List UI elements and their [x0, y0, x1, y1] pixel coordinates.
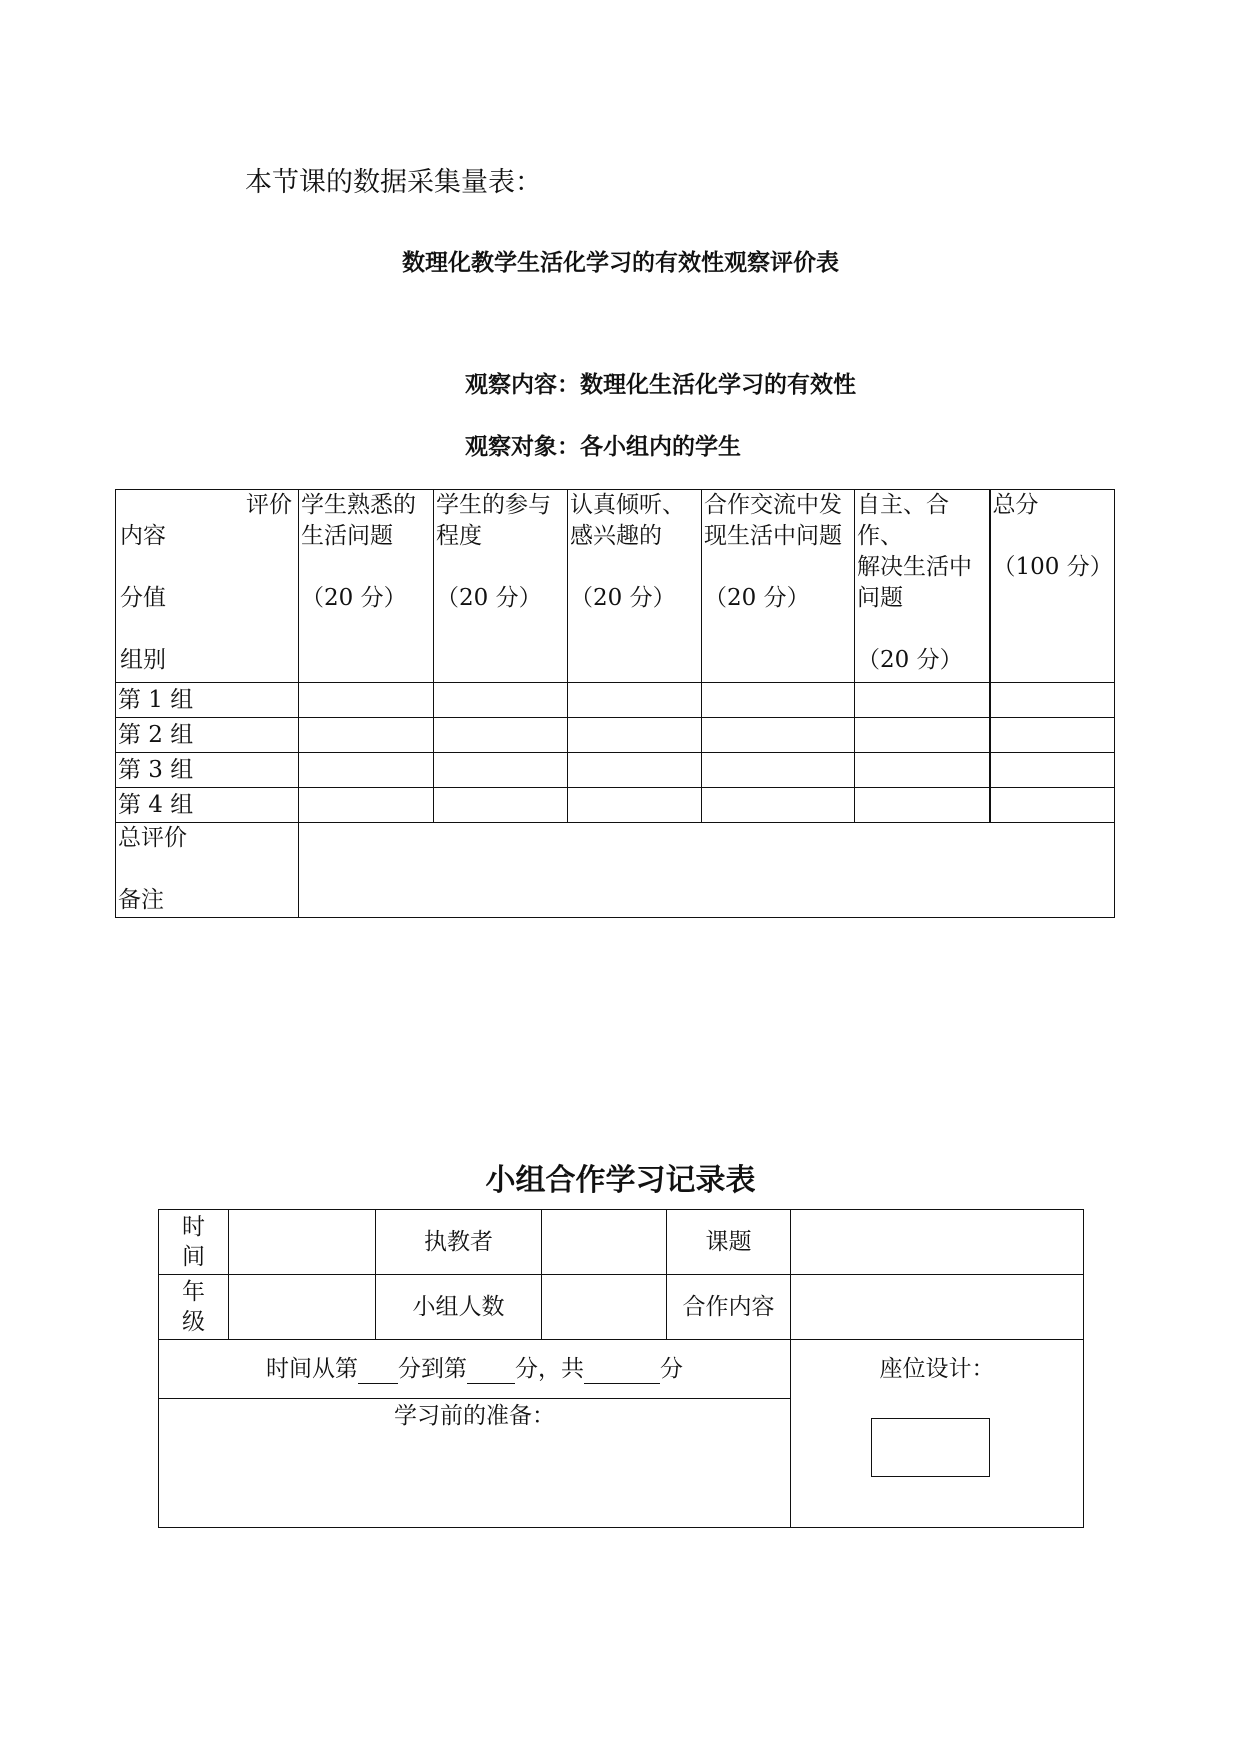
group-record-table	[158, 1209, 1084, 1528]
record-row	[159, 1340, 1084, 1399]
column-header-line: 生活问题	[301, 523, 393, 549]
topic-label: 课题	[667, 1210, 791, 1275]
column-score: （20 分）	[857, 647, 963, 673]
column-header	[855, 490, 990, 683]
group-row	[116, 788, 1115, 823]
column-header-line: 程度	[436, 523, 482, 549]
coop-content-value-cell[interactable]	[791, 1275, 1084, 1340]
time-range-text: 分，共	[515, 1356, 584, 1382]
score-cell[interactable]	[299, 718, 434, 753]
score-cell[interactable]	[434, 718, 568, 753]
record-table-title: 小组合作学习记录表	[485, 1163, 756, 1198]
seat-design-label: 座位设计：	[879, 1356, 995, 1382]
total-cell[interactable]	[990, 718, 1115, 753]
column-header	[299, 490, 434, 683]
time-range-text: 时间从第	[266, 1356, 358, 1382]
teacher-value-cell[interactable]	[542, 1210, 667, 1275]
score-cell[interactable]	[702, 718, 855, 753]
grade-label: 级	[182, 1309, 205, 1335]
seat-design-cell	[791, 1340, 1084, 1528]
corner-evaluate: 评价	[246, 492, 292, 518]
score-cell[interactable]	[702, 788, 855, 823]
score-cell[interactable]	[855, 718, 990, 753]
corner-header-cell	[116, 490, 299, 683]
score-cell[interactable]	[434, 788, 568, 823]
corner-content: 内容	[120, 523, 166, 549]
column-header	[702, 490, 855, 683]
time-label: 时	[182, 1214, 205, 1240]
group-label: 第 2 组	[116, 718, 299, 753]
record-row	[159, 1275, 1084, 1340]
column-score: （20 分）	[436, 585, 542, 611]
column-header	[434, 490, 568, 683]
group-label: 第 1 组	[116, 683, 299, 718]
total-cell[interactable]	[990, 788, 1115, 823]
score-cell[interactable]	[855, 683, 990, 718]
group-size-value-cell[interactable]	[542, 1275, 667, 1340]
column-header	[990, 490, 1115, 683]
grade-value-cell[interactable]	[229, 1275, 376, 1340]
evaluation-table	[115, 489, 1115, 918]
grade-label: 年	[182, 1279, 205, 1305]
group-row	[116, 753, 1115, 788]
summary-row	[116, 823, 1115, 918]
summary-content-cell[interactable]	[299, 823, 1115, 918]
intro-text: 本节课的数据采集量表：	[245, 167, 542, 198]
score-cell[interactable]	[299, 683, 434, 718]
score-cell[interactable]	[434, 753, 568, 788]
column-score: （20 分）	[301, 585, 407, 611]
observe-content: 观察内容：数理化生活化学习的有效性	[465, 371, 856, 398]
score-cell[interactable]	[434, 683, 568, 718]
total-minutes-blank[interactable]	[584, 1359, 660, 1384]
time-label: 间	[182, 1244, 205, 1270]
score-cell[interactable]	[568, 718, 702, 753]
group-row	[116, 683, 1115, 718]
start-minute-blank[interactable]	[358, 1359, 398, 1384]
score-cell[interactable]	[299, 788, 434, 823]
time-range-text: 分	[660, 1356, 683, 1382]
score-cell[interactable]	[855, 788, 990, 823]
column-header-line: 总分	[992, 492, 1039, 518]
score-cell[interactable]	[702, 683, 855, 718]
group-label: 第 3 组	[116, 753, 299, 788]
evaluation-table-title: 数理化教学生活化学习的有效性观察评价表	[402, 249, 839, 276]
column-score: （100 分）	[992, 554, 1113, 580]
seat-layout-box[interactable]	[871, 1418, 990, 1477]
score-cell[interactable]	[299, 753, 434, 788]
score-cell[interactable]	[855, 753, 990, 788]
column-header-line: 学生熟悉的	[301, 492, 416, 518]
column-header-line: 学生的参与	[436, 492, 551, 518]
column-header-line: 现生活中问题	[704, 523, 842, 549]
summary-label-cell	[116, 823, 299, 918]
column-header-line: 解决生活中	[857, 554, 972, 580]
column-header-line: 合作交流中发	[704, 492, 842, 518]
observe-target: 观察对象：各小组内的学生	[465, 433, 741, 460]
record-row	[159, 1210, 1084, 1275]
end-minute-blank[interactable]	[467, 1359, 515, 1384]
preparation-label: 学习前的准备：	[394, 1403, 555, 1429]
time-range-cell	[159, 1340, 791, 1399]
total-cell[interactable]	[990, 753, 1115, 788]
column-header-line: 问题	[857, 585, 903, 611]
group-row	[116, 718, 1115, 753]
group-size-label: 小组人数	[376, 1275, 542, 1340]
column-header-line: 感兴趣的	[570, 523, 662, 549]
corner-score: 分值	[120, 585, 166, 611]
column-header-line: 自主、合作、	[857, 492, 949, 549]
column-score: （20 分）	[570, 585, 676, 611]
teacher-label: 执教者	[376, 1210, 542, 1275]
header-row	[116, 490, 1115, 683]
grade-label-cell	[159, 1275, 229, 1340]
score-cell[interactable]	[702, 753, 855, 788]
time-label-cell	[159, 1210, 229, 1275]
column-score: （20 分）	[704, 585, 810, 611]
score-cell[interactable]	[568, 683, 702, 718]
topic-value-cell[interactable]	[791, 1210, 1084, 1275]
remarks-label: 备注	[118, 887, 164, 913]
preparation-cell[interactable]	[159, 1399, 791, 1528]
time-range-text: 分到第	[398, 1356, 467, 1382]
column-header	[568, 490, 702, 683]
corner-group: 组别	[120, 647, 166, 673]
total-cell[interactable]	[990, 683, 1115, 718]
score-cell[interactable]	[568, 753, 702, 788]
summary-label: 总评价	[118, 825, 187, 851]
coop-content-label: 合作内容	[667, 1275, 791, 1340]
column-header-line: 认真倾听、	[570, 492, 685, 518]
time-value-cell[interactable]	[229, 1210, 376, 1275]
score-cell[interactable]	[568, 788, 702, 823]
group-label: 第 4 组	[116, 788, 299, 823]
